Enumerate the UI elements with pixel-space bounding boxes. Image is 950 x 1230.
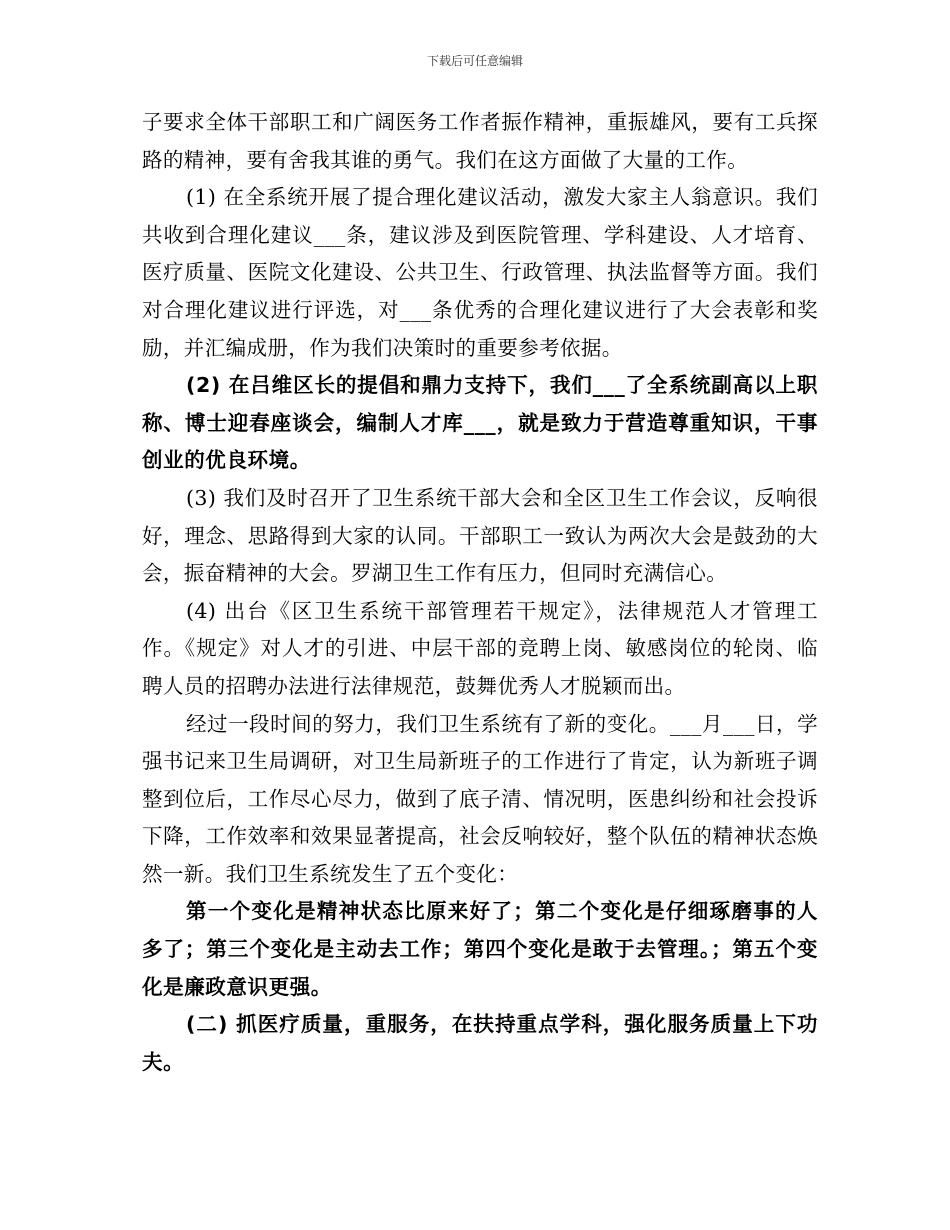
section-heading: (二) 抓医疗质量，重服务，在扶持重点学科，强化服务质量上下功夫。 [142,1012,818,1074]
document-body [142,104,818,1081]
paragraph-changes: 经过一段时间的努力，我们卫生系统有了新的变化。___月___日，学强书记来卫生局调研，对卫生局新班子的工作进行了肯定，认为新班子调整到位后，工作尽心尽力，做到了底子清、情况明，医患纠纷和社会投诉下降，工作效率和效果显著提高，社会反响较好，整个队伍的精神状态焕然一新。我们卫生系统发生了五个变化： [142,711,818,886]
paragraph-item-4: (4) 出台《区卫生系统干部管理若干规定》，法律规范人才管理工作。《规定》对人才的引进、中层干部的竞聘上岗、敏感岗位的轮岗、临聘人员的招聘办法进行法律规范，鼓舞优秀人才脱颖而出。 [142,598,818,698]
paragraph-item-1: (1) 在全系统开展了提合理化建议活动，激发大家主人翁意识。我们共收到合理化建议___条，建议涉及到医院管理、学科建设、人才培育、医疗质量、医院文化建设、公共卫生、行政管理、执法监督等方面。我们对合理化建议进行评选，对___条优秀的合理化建议进行了大会表彰和奖励，并汇编成册，作为我们决策时的重要参考依据。 [142,185,818,360]
page-header: 下载后可任意编辑 [426,54,523,68]
paragraph-item-2: (2) 在吕维区长的提倡和鼎力支持下，我们___了全系统副高以上职称、博士迎春座谈会，编制人才库___，就是致力于营造尊重知识，干事创业的优良环境。 [142,373,818,473]
paragraph-five-changes: 第一个变化是精神状态比原来好了；第二个变化是仔细琢磨事的人多了；第三个变化是主动去工作；第四个变化是敢于去管理。；第五个变化是廉政意识更强。 [142,899,818,999]
paragraph-intro: 子要求全体干部职工和广阔医务工作者振作精神，重振雄风，要有工兵探路的精神，要有舍我其谁的勇气。我们在这方面做了大量的工作。 [142,110,818,172]
paragraph-item-3: (3) 我们及时召开了卫生系统干部大会和全区卫生工作会议，反响很好，理念、思路得到大家的认同。干部职工一致认为两次大会是鼓劲的大会，振奋精神的大会。罗湖卫生工作有压力，但同时充满信心。 [142,485,818,586]
